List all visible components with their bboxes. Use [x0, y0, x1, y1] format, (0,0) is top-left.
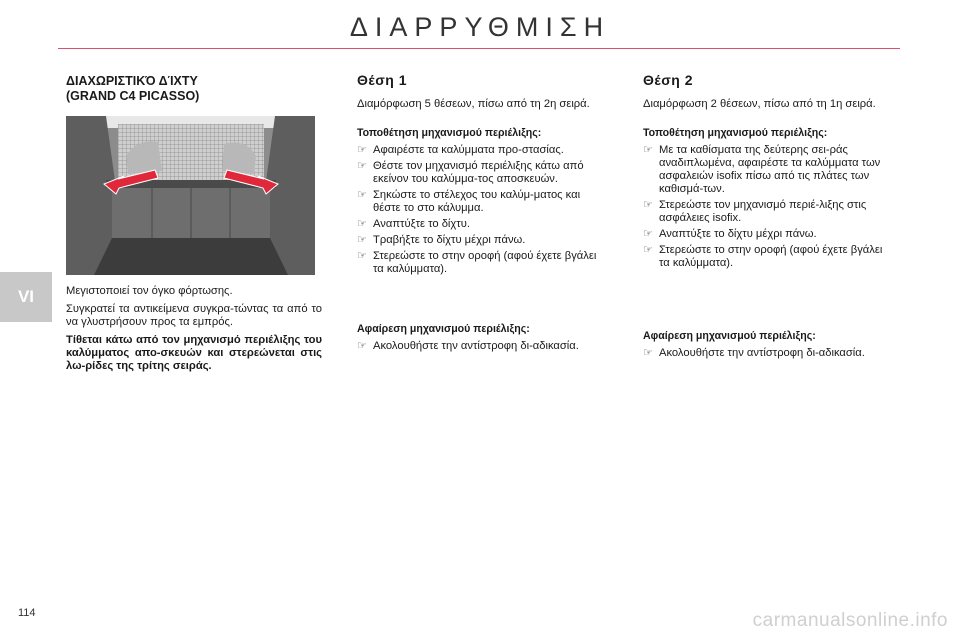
pointing-hand-icon: ☞	[357, 218, 367, 230]
list-item: ☞ Στερεώστε τον μηχανισμό περιέ-λιξης στις ασφάλειες isofix.	[643, 199, 867, 224]
list-item: ☞ Σηκώστε το στέλεχος του καλύμ-ματος και θέστε το στο κάλυμμα.	[357, 189, 581, 214]
left-column	[66, 74, 322, 373]
title-divider	[58, 48, 900, 49]
pointing-hand-icon: ☞	[643, 199, 653, 211]
cargo-net-photo	[66, 116, 315, 275]
page-title: ΔΙΑΡΡΥΘΜΙΣΗ	[349, 12, 611, 42]
position-1-remove-heading: Αφαίρεση μηχανισμού περιέλιξης:	[357, 323, 530, 335]
position-1-intro: Διαμόρφωση 5 θέσεων, πίσω από τη 2η σειρά.	[357, 98, 590, 110]
pointing-hand-icon: ☞	[643, 244, 653, 256]
position-2-remove-heading: Αφαίρεση μηχανισμού περιέλιξης:	[643, 330, 816, 342]
section-heading	[66, 74, 322, 104]
paragraph-retain: Συγκρατεί τα αντικείμενα συγκρα-τώντας τα από το να γλυστρήσουν προς τα εμπρός.	[66, 303, 322, 328]
paragraph-mounting: Τίθεται κάτω από τον μηχανισμό περιέλιξης του καλύμματος απο-σκευών και στερεώνεται στις λω-ρίδες της τρίτης σειράς.	[66, 334, 322, 372]
watermark: carmanualsonline.info	[752, 610, 948, 631]
pointing-hand-icon: ☞	[357, 160, 367, 172]
pointing-hand-icon: ☞	[357, 340, 367, 352]
position-1-column	[357, 74, 605, 356]
list-item: ☞ Αναπτύξτε το δίχτυ.	[357, 218, 470, 230]
list-item: ☞ Στερεώστε το στην οροφή (αφού έχετε βγάλει τα καλύμματα).	[643, 244, 883, 269]
position-2-install-steps	[643, 144, 895, 270]
pointing-hand-icon: ☞	[357, 144, 367, 156]
position-2-remove-steps	[643, 347, 895, 360]
page-number: 114	[18, 607, 36, 619]
section-heading-line2: (GRAND C4 PICASSO)	[66, 89, 200, 103]
position-2-column	[643, 74, 895, 363]
position-1-remove-steps	[357, 340, 605, 353]
position-1-install-steps	[357, 144, 605, 276]
position-2-intro: Διαμόρφωση 2 θέσεων, πίσω από τη 1η σειρά.	[643, 98, 876, 110]
section-heading-line1: ΔΙΑΧΩΡΙΣΤΙΚΌ ΔΊΧΤΥ	[66, 74, 198, 88]
list-item: ☞ Θέστε τον μηχανισμό περιέλιξης κάτω από εκείνον του καλύμμα-τος αποσκευών.	[357, 160, 584, 185]
position-2-install-heading: Τοποθέτηση μηχανισμού περιέλιξης:	[643, 127, 828, 139]
list-item: ☞ Ακολουθήστε την αντίστροφη δι-αδικασία.	[643, 347, 865, 359]
pointing-hand-icon: ☞	[643, 347, 653, 359]
pointing-hand-icon: ☞	[357, 250, 367, 262]
position-1-install-heading: Τοποθέτηση μηχανισμού περιέλιξης:	[357, 127, 542, 139]
pointing-hand-icon: ☞	[643, 228, 653, 240]
list-item: ☞ Αφαιρέστε τα καλύμματα προ-στασίας.	[357, 144, 564, 156]
list-item: ☞ Αναπτύξτε το δίχτυ μέχρι πάνω.	[643, 228, 817, 240]
list-item: ☞ Τραβήξτε το δίχτυ μέχρι πάνω.	[357, 234, 526, 246]
position-2-heading: Θέση 2	[643, 72, 694, 88]
list-item: ☞ Ακολουθήστε την αντίστροφη δι-αδικασία.	[357, 340, 579, 352]
cargo-net-illustration	[66, 116, 315, 275]
pointing-hand-icon: ☞	[643, 144, 653, 156]
chapter-tab[interactable]: VI	[0, 272, 52, 322]
position-1-heading: Θέση 1	[357, 72, 408, 88]
pointing-hand-icon: ☞	[357, 189, 367, 201]
list-item: ☞ Με τα καθίσματα της δεύτερης σει-ράς αναδιπλωμένα, αφαιρέστε τα καλύμματα των ασφαλειών isofix πίσω από τις πλάτες των καθισμά-των.	[643, 144, 881, 195]
paragraph-volume: Μεγιστοποιεί τον όγκο φόρτωσης.	[66, 285, 233, 297]
pointing-hand-icon: ☞	[357, 234, 367, 246]
list-item: ☞ Στερεώστε το στην οροφή (αφού έχετε βγάλει τα καλύμματα).	[357, 250, 597, 275]
